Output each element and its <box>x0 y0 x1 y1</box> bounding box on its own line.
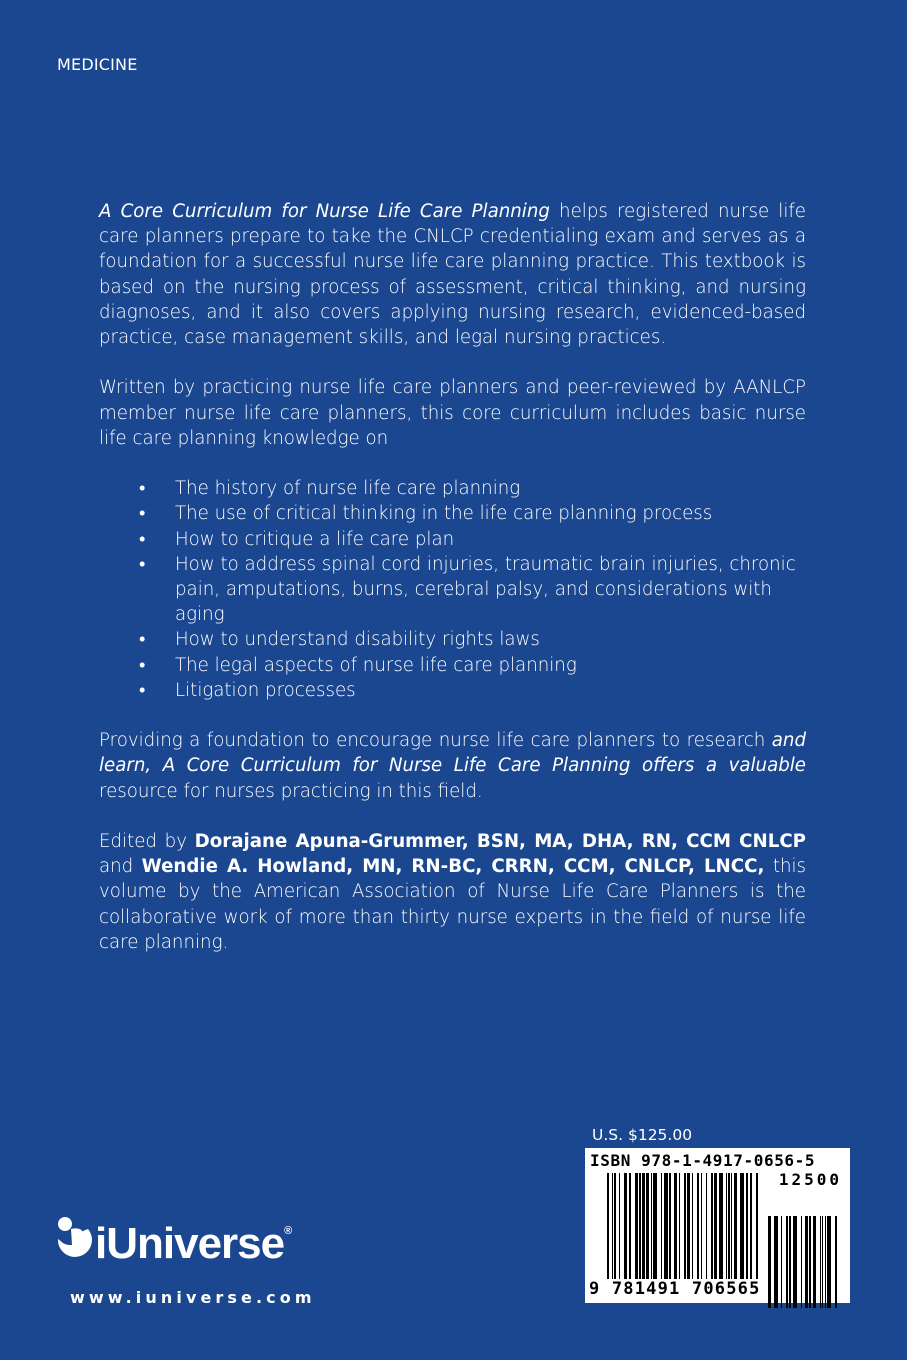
editor-2: Wendie A. Howland, MN, RN-BC, CRRN, CCM, CNLCP, LNCC, <box>141 856 765 878</box>
intro-text: helps registered nurse life care planners prepare to take the CNLCP credentialing exam and serves as a foundation for a successful nurse life care planning practice. This textbook is based on the nursing process of assessment, critical thinking, and nursing diagnoses, and it also covers applying nursing research, evidenced-based practice, case management skills, and legal nursing practices. <box>99 201 806 349</box>
barcode-bar <box>825 1216 826 1308</box>
price-addon-code: 12500 <box>778 1170 842 1189</box>
barcode-bar <box>774 1216 778 1308</box>
barcode-bar <box>612 1173 613 1295</box>
bullet-icon: • <box>139 478 146 500</box>
topic-item <box>99 527 806 552</box>
publisher-name: iUniverse <box>95 1219 285 1268</box>
topic-text: The legal aspects of nurse life care planning <box>175 654 577 676</box>
barcode-bar <box>835 1216 837 1308</box>
paragraph-foundation <box>99 728 806 804</box>
topic-text: How to address spinal cord injuries, traumatic brain injuries, chronic pain, amputations, burns, cerebral palsy, and considerations with aging <box>175 553 796 626</box>
paragraph-written-by: Written by practicing nurse life care planners and peer-reviewed by AANLCP member nurse life care planners, this core curriculum includes basic nurse life care planning knowledge on <box>99 377 806 449</box>
barcode-bar <box>629 1173 631 1295</box>
foundation-italic: and learn, A Core Curriculum for Nurse Life Care Planning offers a valuable <box>99 730 806 777</box>
bullet-icon: • <box>139 553 146 575</box>
barcode-bar <box>781 1216 782 1308</box>
barcode-bar <box>793 1216 797 1308</box>
barcode-bar <box>619 1173 620 1295</box>
barcode-bar <box>687 1173 690 1295</box>
barcode-bar <box>731 1173 732 1295</box>
topic-item <box>99 678 806 703</box>
barcode-bar <box>692 1173 693 1295</box>
barcode-bar <box>642 1173 645 1295</box>
barcode-bar <box>635 1173 638 1295</box>
barcode-bar <box>646 1173 649 1295</box>
topic-item <box>99 476 806 501</box>
barcode-bar <box>820 1216 821 1308</box>
barcode-bar <box>827 1216 831 1308</box>
barcode-bar <box>728 1173 730 1295</box>
barcode-bar <box>740 1173 744 1295</box>
topic-text: How to understand disability rights laws <box>175 629 540 651</box>
registered-mark: ® <box>284 1225 292 1237</box>
barcode-bar <box>734 1173 737 1295</box>
barcode-bar <box>614 1173 616 1295</box>
barcode-bar <box>719 1173 723 1295</box>
barcode-bar <box>697 1173 699 1295</box>
back-cover-description <box>99 199 806 980</box>
barcode-bar <box>750 1173 752 1295</box>
topic-text: Litigation processes <box>175 679 356 701</box>
topic-text: How to critique a life care plan <box>175 528 455 550</box>
category-label: MEDICINE <box>57 55 138 74</box>
bullet-icon: • <box>139 629 146 651</box>
barcode-bar <box>639 1173 641 1295</box>
editors-text: this volume by the American Association of Nurse Life Care Planners is the collaborative work of more than thirty nurse experts in the field of nurse life care planning. <box>99 856 807 953</box>
topic-text: The history of nurse life care planning <box>175 478 521 500</box>
paragraph-intro <box>99 199 806 350</box>
barcode-bar <box>669 1173 671 1295</box>
barcode-bar <box>822 1216 823 1308</box>
isbn-number: ISBN 978-1-4917-0656-5 <box>590 1151 816 1170</box>
barcode-bar <box>701 1173 702 1295</box>
barcode-bar <box>714 1173 717 1295</box>
topics-list <box>99 476 806 703</box>
barcode-bar <box>684 1173 686 1295</box>
edited-by: Edited by <box>99 831 195 853</box>
bullet-icon: • <box>139 528 146 550</box>
publisher-url: www.iuniverse.com <box>70 1288 316 1307</box>
topic-item <box>99 653 806 678</box>
bullet-icon: • <box>139 503 146 525</box>
barcode-bar <box>786 1216 788 1308</box>
iuniverse-swirl-icon <box>55 1215 95 1267</box>
barcode-bar <box>651 1173 652 1295</box>
barcode-digits: 9 781491 706565 <box>589 1279 761 1299</box>
barcode-bar <box>674 1173 677 1295</box>
topic-item <box>99 627 806 652</box>
topic-item <box>99 552 806 628</box>
barcode-bar <box>789 1216 791 1308</box>
barcode-bar <box>711 1173 713 1295</box>
bullet-icon: • <box>139 654 146 676</box>
barcode-bar <box>653 1173 657 1295</box>
barcode-bar <box>801 1216 802 1308</box>
and-text: and <box>99 856 142 878</box>
price: U.S. $125.00 <box>592 1126 693 1144</box>
editor-1: Dorajane Apuna-Grummer, BSN, MA, DHA, RN, CCM CNLCP <box>194 831 807 853</box>
barcode-bar <box>661 1173 662 1295</box>
barcode-bar <box>756 1173 758 1295</box>
barcode-bar <box>809 1216 811 1308</box>
book-title: A Core Curriculum for Nurse Life Care Planning <box>99 201 550 222</box>
barcode-bar <box>706 1173 707 1295</box>
bullet-icon: • <box>139 679 146 701</box>
barcode-bar <box>768 1216 771 1308</box>
barcode-bar <box>679 1173 680 1295</box>
barcode-bar <box>746 1173 748 1295</box>
topic-text: The use of critical thinking in the life care planning process <box>175 503 713 525</box>
foundation-text: Providing a foundation to encourage nurse life care planners to research <box>99 730 772 752</box>
topic-item <box>99 501 806 526</box>
barcode-bar <box>607 1173 609 1295</box>
barcode-bar <box>805 1216 808 1308</box>
isbn-barcode <box>585 1148 850 1303</box>
barcode-bar <box>664 1173 668 1295</box>
publisher-logo <box>55 1215 292 1271</box>
barcode-bar <box>624 1173 627 1295</box>
barcode-bar <box>726 1173 727 1295</box>
barcode-bar <box>813 1216 816 1308</box>
paragraph-editors <box>99 829 806 955</box>
foundation-text-end: resource for nurses practicing in this field. <box>99 780 483 802</box>
